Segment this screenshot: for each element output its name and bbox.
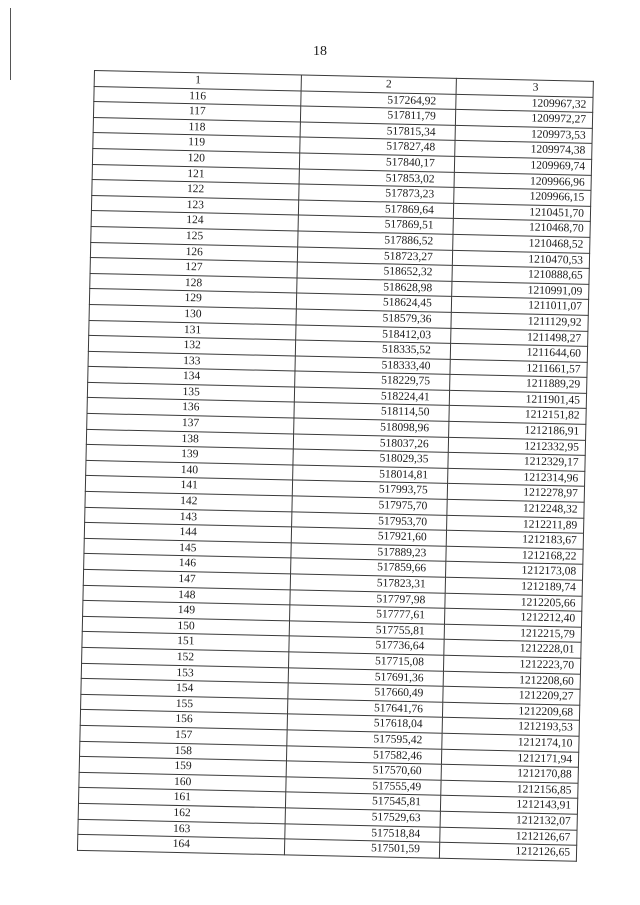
table-cell: 1212208,60 bbox=[443, 671, 580, 690]
table-body bbox=[77, 86, 593, 861]
table-cell: 138 bbox=[86, 429, 294, 449]
table-cell: 518335,52 bbox=[296, 340, 451, 359]
table-cell: 517921,60 bbox=[292, 527, 447, 546]
table-cell: 164 bbox=[77, 834, 285, 854]
table-cell: 1212156,85 bbox=[441, 780, 578, 799]
table-cell: 518037,26 bbox=[294, 434, 449, 453]
table-cell: 123 bbox=[91, 195, 299, 215]
coordinates-table bbox=[77, 70, 594, 861]
table-cell: 517889,23 bbox=[291, 543, 446, 562]
table-cell: 517953,70 bbox=[292, 512, 447, 531]
table-cell: 159 bbox=[79, 756, 287, 776]
table-cell: 146 bbox=[84, 554, 292, 574]
table-cell: 1212186,91 bbox=[448, 421, 585, 440]
table-cell: 142 bbox=[85, 491, 293, 511]
table-cell: 148 bbox=[83, 585, 291, 605]
table-cell: 518029,35 bbox=[293, 449, 448, 468]
table-cell: 121 bbox=[92, 164, 300, 184]
table-cell: 517264,92 bbox=[301, 91, 456, 110]
table-cell: 1212211,89 bbox=[446, 515, 583, 534]
table-cell: 126 bbox=[90, 242, 298, 262]
table-cell: 153 bbox=[81, 663, 289, 683]
table-cell: 518098,96 bbox=[294, 418, 449, 437]
table-cell: 517873,23 bbox=[299, 184, 454, 203]
table-cell: 517777,61 bbox=[290, 605, 445, 624]
table-cell: 517529,63 bbox=[286, 808, 441, 827]
table-cell: 517715,08 bbox=[289, 652, 444, 671]
table-cell: 1212126,67 bbox=[440, 827, 577, 846]
table-cell: 150 bbox=[82, 616, 290, 636]
table-cell: 1212126,65 bbox=[439, 842, 576, 861]
table-cell: 517815,34 bbox=[300, 122, 455, 141]
table-cell: 122 bbox=[92, 180, 300, 200]
table-cell: 1209969,74 bbox=[454, 156, 591, 175]
table-cell: 1212209,27 bbox=[443, 686, 580, 705]
table-cell: 517823,31 bbox=[291, 574, 446, 593]
table-cell: 517827,48 bbox=[300, 137, 455, 156]
table-cell: 518579,36 bbox=[296, 309, 451, 328]
table-cell: 517501,59 bbox=[285, 839, 440, 858]
table-cell: 1212332,95 bbox=[448, 437, 585, 456]
table-cell: 1209974,38 bbox=[455, 141, 592, 160]
table-cell: 1209966,96 bbox=[454, 172, 591, 191]
table-cell: 1212174,10 bbox=[442, 733, 579, 752]
table-cell: 1212168,22 bbox=[446, 546, 583, 565]
table-cell: 517797,98 bbox=[290, 590, 445, 609]
table-cell: 1210991,09 bbox=[451, 281, 588, 300]
table-cell: 517641,76 bbox=[288, 699, 443, 718]
table-cell: 128 bbox=[90, 273, 298, 293]
table-cell: 518652,32 bbox=[297, 262, 452, 281]
table-cell: 160 bbox=[79, 772, 287, 792]
table-cell: 1212278,97 bbox=[447, 484, 584, 503]
table-cell: 1212189,74 bbox=[445, 577, 582, 596]
table-cell: 517691,36 bbox=[289, 667, 444, 686]
table-cell: 517570,60 bbox=[287, 761, 442, 780]
table-cell: 157 bbox=[80, 725, 288, 745]
table-cell: 161 bbox=[79, 788, 287, 808]
table-cell: 517869,51 bbox=[298, 215, 453, 234]
table-cell: 132 bbox=[88, 336, 296, 356]
table-cell: 127 bbox=[90, 258, 298, 278]
table-cell: 151 bbox=[82, 632, 290, 652]
table-cell: 1212193,53 bbox=[442, 718, 579, 737]
table-cell: 1212132,07 bbox=[440, 811, 577, 830]
table-cell: 1212223,70 bbox=[443, 655, 580, 674]
table-cell: 1212329,17 bbox=[448, 453, 585, 472]
table-cell: 130 bbox=[89, 304, 297, 324]
table-cell: 517595,42 bbox=[287, 730, 442, 749]
table-cell: 118 bbox=[93, 117, 301, 137]
table-cell: 129 bbox=[89, 289, 297, 309]
table-cell: 117 bbox=[93, 102, 301, 122]
table-cell: 1212151,82 bbox=[449, 406, 586, 425]
table-cell: 137 bbox=[87, 413, 295, 433]
table-cell: 1211901,45 bbox=[449, 390, 586, 409]
table-cell: 119 bbox=[93, 133, 301, 153]
table-cell: 125 bbox=[91, 226, 299, 246]
table-cell: 518014,81 bbox=[293, 465, 448, 484]
table-cell: 517975,70 bbox=[292, 496, 447, 515]
table-cell: 144 bbox=[84, 523, 292, 543]
table-cell: 1212314,96 bbox=[447, 468, 584, 487]
table-cell: 140 bbox=[86, 460, 294, 480]
page-number: 18 bbox=[313, 44, 327, 59]
table-cell: 517518,84 bbox=[285, 823, 440, 842]
table-cell: 1211011,07 bbox=[451, 297, 588, 316]
table-cell: 162 bbox=[78, 803, 286, 823]
table-cell: 517736,64 bbox=[289, 636, 444, 655]
table-cell: 517993,75 bbox=[293, 480, 448, 499]
column-header: 3 bbox=[456, 78, 593, 97]
table-cell: 1212173,08 bbox=[445, 562, 582, 581]
table-cell: 141 bbox=[85, 476, 293, 496]
table-cell: 518229,75 bbox=[295, 371, 450, 390]
column-header: 1 bbox=[94, 71, 302, 91]
table-cell: 145 bbox=[84, 538, 292, 558]
table-cell: 124 bbox=[91, 211, 299, 231]
table-cell: 1209967,32 bbox=[456, 94, 593, 113]
table-cell: 133 bbox=[88, 351, 296, 371]
column-header: 2 bbox=[302, 75, 457, 94]
table-cell: 518723,27 bbox=[298, 247, 453, 266]
table-cell: 134 bbox=[88, 367, 296, 387]
table-cell: 1212209,68 bbox=[442, 702, 579, 721]
table-cell: 139 bbox=[86, 445, 294, 465]
table-cell: 152 bbox=[82, 647, 290, 667]
table-cell: 517811,79 bbox=[301, 106, 456, 125]
table-cell: 1211889,29 bbox=[449, 375, 586, 394]
table-cell: 518224,41 bbox=[295, 387, 450, 406]
table-cell: 517886,52 bbox=[298, 231, 453, 250]
table-cell: 1211498,27 bbox=[450, 328, 587, 347]
table-cell: 1212183,67 bbox=[446, 531, 583, 550]
table-cell: 1210451,70 bbox=[453, 203, 590, 222]
table-cell: 518628,98 bbox=[297, 278, 452, 297]
table-cell: 120 bbox=[92, 148, 300, 168]
table-cell: 1210468,52 bbox=[452, 234, 589, 253]
table-cell: 1210888,65 bbox=[452, 265, 589, 284]
table-cell: 518624,45 bbox=[297, 293, 452, 312]
table-cell: 1210468,70 bbox=[453, 219, 590, 238]
table-cell: 143 bbox=[85, 507, 293, 527]
table-cell: 517840,17 bbox=[300, 153, 455, 172]
table-cell: 517755,81 bbox=[290, 621, 445, 640]
table-cell: 131 bbox=[89, 320, 297, 340]
table-cell: 1209966,15 bbox=[453, 188, 590, 207]
table-cell: 518114,50 bbox=[294, 402, 449, 421]
table-cell: 1212143,91 bbox=[440, 796, 577, 815]
table-cell: 1210470,53 bbox=[452, 250, 589, 269]
table-cell: 1209972,27 bbox=[455, 110, 592, 129]
table-cell: 517859,66 bbox=[291, 558, 446, 577]
table-cell: 517545,81 bbox=[286, 792, 441, 811]
table-cell: 517582,46 bbox=[287, 745, 442, 764]
table-cell: 116 bbox=[94, 86, 302, 106]
table-cell: 158 bbox=[80, 741, 288, 761]
table-cell: 1212248,32 bbox=[447, 499, 584, 518]
table-cell: 163 bbox=[78, 819, 286, 839]
table-cell: 1211129,92 bbox=[451, 312, 588, 331]
table-cell: 517555,49 bbox=[286, 777, 441, 796]
table-cell: 1212205,66 bbox=[445, 593, 582, 612]
table-cell: 1212171,94 bbox=[441, 749, 578, 768]
table-cell: 518412,03 bbox=[296, 324, 451, 343]
table-cell: 147 bbox=[83, 569, 291, 589]
table-cell: 155 bbox=[81, 694, 289, 714]
table-cell: 135 bbox=[87, 382, 295, 402]
table-cell: 517618,04 bbox=[288, 714, 443, 733]
table-cell: 517869,64 bbox=[299, 200, 454, 219]
table-cell: 518333,40 bbox=[295, 356, 450, 375]
table-cell: 1212215,79 bbox=[444, 624, 581, 643]
table-cell: 136 bbox=[87, 398, 295, 418]
table-cell: 517660,49 bbox=[288, 683, 443, 702]
table-cell: 517853,02 bbox=[299, 169, 454, 188]
table-cell: 149 bbox=[83, 601, 291, 621]
table-cell: 154 bbox=[81, 679, 289, 699]
table-cell: 156 bbox=[80, 710, 288, 730]
coordinates-table-container bbox=[77, 70, 594, 861]
table-cell: 1209973,53 bbox=[455, 125, 592, 144]
table-cell: 1211644,60 bbox=[450, 343, 587, 362]
table-cell: 1211661,57 bbox=[450, 359, 587, 378]
table-cell: 1212212,40 bbox=[444, 608, 581, 627]
table-cell: 1212170,88 bbox=[441, 764, 578, 783]
table-cell: 1212228,01 bbox=[444, 640, 581, 659]
